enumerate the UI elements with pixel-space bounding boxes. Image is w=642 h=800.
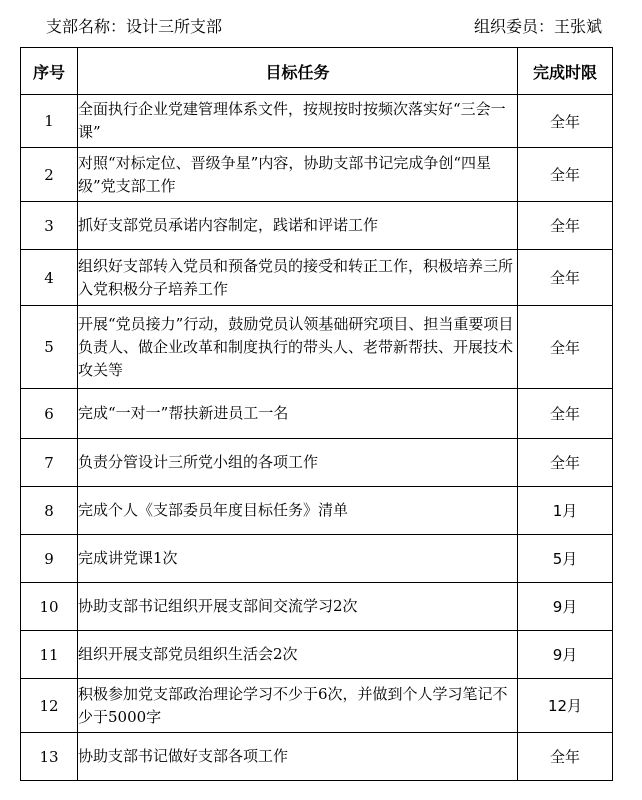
table-row <box>21 733 613 781</box>
row-task: 对照“对标定位、晋级争星”内容，协助支部书记完成争创“四星级”党支部工作 <box>78 148 518 202</box>
column-header-deadline: 完成时限 <box>518 48 613 95</box>
row-deadline: 9月 <box>518 631 613 679</box>
column-header-task: 目标任务 <box>78 48 518 95</box>
row-task: 完成个人《支部委员年度目标任务》清单 <box>78 487 518 535</box>
row-number: 2 <box>21 148 78 202</box>
row-task: 协助支部书记组织开展支部间交流学习2次 <box>78 583 518 631</box>
document-header <box>0 14 642 40</box>
row-deadline: 全年 <box>518 95 613 148</box>
row-task: 完成讲党课1次 <box>78 535 518 583</box>
row-number: 3 <box>21 202 78 250</box>
row-deadline: 9月 <box>518 583 613 631</box>
row-deadline: 全年 <box>518 148 613 202</box>
table-row <box>21 202 613 250</box>
row-number: 1 <box>21 95 78 148</box>
branch-name: 支部名称：设计三所支部 <box>46 17 223 36</box>
table-row <box>21 679 613 733</box>
table-header-row <box>21 48 613 95</box>
row-number: 4 <box>21 250 78 306</box>
row-number: 5 <box>21 306 78 389</box>
table-row <box>21 95 613 148</box>
row-deadline: 全年 <box>518 202 613 250</box>
row-deadline: 全年 <box>518 733 613 781</box>
row-number: 6 <box>21 389 78 439</box>
row-deadline: 全年 <box>518 389 613 439</box>
table-row <box>21 439 613 487</box>
row-deadline: 1月 <box>518 487 613 535</box>
row-task: 全面执行企业党建管理体系文件，按规按时按频次落实好“三会一课” <box>78 95 518 148</box>
row-task: 抓好支部党员承诺内容制定，践诺和评诺工作 <box>78 202 518 250</box>
row-number: 13 <box>21 733 78 781</box>
table-row <box>21 583 613 631</box>
table-row <box>21 389 613 439</box>
table-row <box>21 487 613 535</box>
row-task: 组织好支部转入党员和预备党员的接受和转正工作，积极培养三所入党积极分子培养工作 <box>78 250 518 306</box>
table-row <box>21 535 613 583</box>
table-row <box>21 306 613 389</box>
row-task: 协助支部书记做好支部各项工作 <box>78 733 518 781</box>
row-number: 10 <box>21 583 78 631</box>
table-row <box>21 148 613 202</box>
row-number: 11 <box>21 631 78 679</box>
row-task: 开展“党员接力”行动，鼓励党员认领基础研究项目、担当重要项目负责人、做企业改革和制度执行的带头人、老带新帮扶、开展技术攻关等 <box>78 306 518 389</box>
row-number: 8 <box>21 487 78 535</box>
row-deadline: 全年 <box>518 439 613 487</box>
task-table <box>20 47 613 781</box>
table-row <box>21 250 613 306</box>
table-row <box>21 631 613 679</box>
column-header-number: 序号 <box>21 48 78 95</box>
row-task: 积极参加党支部政治理论学习不少于6次，并做到个人学习笔记不少于5000字 <box>78 679 518 733</box>
row-task: 组织开展支部党员组织生活会2次 <box>78 631 518 679</box>
row-number: 12 <box>21 679 78 733</box>
row-number: 9 <box>21 535 78 583</box>
row-task: 完成“一对一”帮扶新进员工一名 <box>78 389 518 439</box>
organization-member: 组织委员：王张斌 <box>473 17 602 36</box>
row-number: 7 <box>21 439 78 487</box>
row-task: 负责分管设计三所党小组的各项工作 <box>78 439 518 487</box>
row-deadline: 全年 <box>518 250 613 306</box>
row-deadline: 5月 <box>518 535 613 583</box>
row-deadline: 12月 <box>518 679 613 733</box>
row-deadline: 全年 <box>518 306 613 389</box>
